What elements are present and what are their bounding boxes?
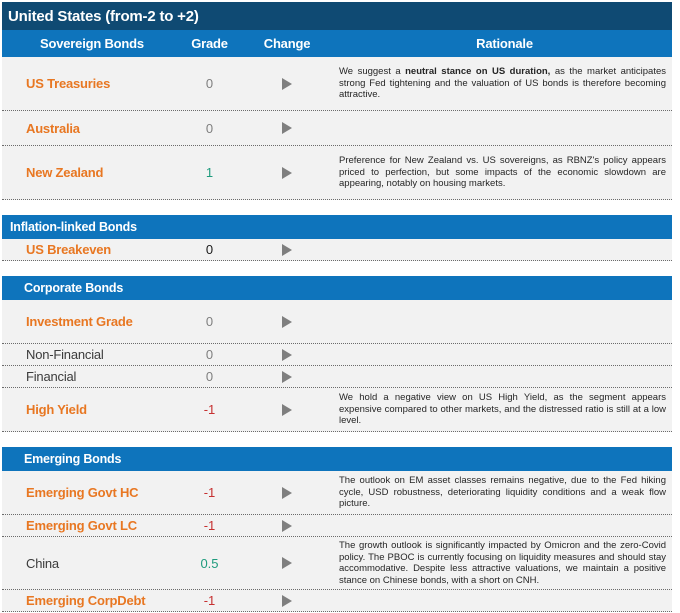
change-cell bbox=[237, 557, 337, 569]
change-cell bbox=[237, 371, 337, 383]
column-header-change: Change bbox=[263, 36, 311, 51]
change-right-triangle-icon bbox=[282, 167, 292, 179]
asset-label: Emerging Govt HC bbox=[26, 485, 139, 500]
grade-value: -1 bbox=[203, 593, 216, 608]
column-header-row bbox=[2, 30, 672, 57]
rationale-text bbox=[337, 63, 672, 104]
grade-value: -1 bbox=[203, 402, 216, 417]
section-header-label: Corporate Bonds bbox=[24, 281, 124, 295]
rationale-segment-bold: neutral stance on US duration, bbox=[405, 66, 551, 78]
rationale-segment: Preference for New Zealand vs. US sovereigns, as RBNZ's policy appears priced to perfection, but some impacts of the economic slowdown are appearing, notably on housing markets. bbox=[339, 155, 666, 190]
section-emerging-bonds bbox=[2, 447, 672, 612]
table-row-us-treasuries bbox=[2, 57, 672, 111]
change-right-triangle-icon bbox=[282, 520, 292, 532]
asset-label: Financial bbox=[26, 369, 77, 384]
table-title-bar bbox=[2, 2, 672, 30]
table-row-china bbox=[2, 537, 672, 590]
column-header-grade: Grade bbox=[191, 36, 228, 51]
table-row-investment-grade bbox=[2, 300, 672, 344]
fixed-income-allocation-table bbox=[2, 2, 672, 612]
change-cell bbox=[237, 122, 337, 134]
asset-label: New Zealand bbox=[26, 165, 104, 180]
rationale-text bbox=[337, 472, 672, 513]
change-cell bbox=[237, 487, 337, 499]
change-cell bbox=[237, 78, 337, 90]
rationale-text bbox=[337, 247, 672, 253]
grade-value: 0 bbox=[205, 369, 214, 384]
change-cell bbox=[237, 404, 337, 416]
change-right-triangle-icon bbox=[282, 316, 292, 328]
rationale-text bbox=[337, 152, 672, 193]
change-right-triangle-icon bbox=[282, 244, 292, 256]
grade-value: -1 bbox=[203, 485, 216, 500]
change-cell bbox=[237, 349, 337, 361]
rationale-text bbox=[337, 319, 672, 325]
grade-value: 0 bbox=[205, 76, 214, 91]
asset-label: China bbox=[26, 555, 59, 571]
grade-value: -1 bbox=[203, 518, 216, 533]
change-cell bbox=[237, 316, 337, 328]
asset-label: Australia bbox=[26, 120, 80, 136]
rationale-segment: as the market anticipates strong Fed tightening and the valuation of US bonds is therefore becoming attractive. bbox=[339, 66, 666, 101]
rationale-segment: We hold a negative view on US High Yield, as the segment appears expensive compared to other markets, and the distressed ratio is still at a low level. bbox=[339, 392, 666, 427]
section-header-inflation-linked-bonds bbox=[2, 215, 672, 239]
asset-label: Emerging Govt LC bbox=[26, 518, 137, 533]
grade-value: 0 bbox=[205, 120, 214, 136]
asset-label: US Breakeven bbox=[26, 242, 112, 257]
table-row-new-zealand bbox=[2, 146, 672, 200]
rationale-text bbox=[337, 352, 672, 358]
grade-value: 0 bbox=[205, 314, 214, 329]
rationale-text bbox=[337, 598, 672, 604]
table-row-non-financial bbox=[2, 344, 672, 366]
grade-value: 1 bbox=[205, 165, 214, 180]
section-inflation-linked-bonds bbox=[2, 215, 672, 261]
column-header-rationale: Rationale bbox=[476, 36, 533, 51]
table-row-emerging-corpdebt bbox=[2, 590, 672, 612]
rationale-text bbox=[337, 125, 672, 131]
rationale-text bbox=[337, 537, 672, 589]
table-row-australia bbox=[2, 111, 672, 146]
rationale-segment: We suggest a bbox=[339, 66, 406, 78]
grade-value: 0.5 bbox=[200, 555, 219, 571]
section-header-label: Inflation-linked Bonds bbox=[10, 220, 137, 234]
asset-label: High Yield bbox=[26, 402, 87, 417]
asset-label: Non-Financial bbox=[26, 347, 104, 362]
change-right-triangle-icon bbox=[282, 404, 292, 416]
change-right-triangle-icon bbox=[282, 78, 292, 90]
section-header-emerging-bonds bbox=[2, 447, 672, 471]
sections-container bbox=[2, 57, 672, 612]
change-cell bbox=[237, 244, 337, 256]
table-row-us-breakeven bbox=[2, 239, 672, 261]
table-row-emerging-govt-hc bbox=[2, 471, 672, 515]
asset-label: Investment Grade bbox=[26, 314, 133, 329]
asset-label: US Treasuries bbox=[26, 76, 111, 91]
column-header-asset: Sovereign Bonds bbox=[40, 36, 144, 51]
change-cell bbox=[237, 520, 337, 532]
asset-label: Emerging CorpDebt bbox=[26, 593, 146, 608]
change-cell bbox=[237, 167, 337, 179]
rationale-text bbox=[337, 523, 672, 529]
table-title: United States (from-2 to +2) bbox=[8, 7, 199, 25]
section-header-label: Emerging Bonds bbox=[24, 452, 122, 466]
change-right-triangle-icon bbox=[282, 349, 292, 361]
rationale-segment: The outlook on EM asset classes remains negative, due to the Fed hiking cycle, USD robustness, deteriorating liquidity conditions and a weak flow picture. bbox=[339, 475, 666, 510]
table-row-emerging-govt-lc bbox=[2, 515, 672, 537]
change-right-triangle-icon bbox=[282, 487, 292, 499]
table-row-high-yield bbox=[2, 388, 672, 432]
section-corporate-bonds bbox=[2, 276, 672, 432]
rationale-text bbox=[337, 374, 672, 380]
change-right-triangle-icon bbox=[282, 557, 292, 569]
section-header-corporate-bonds bbox=[2, 276, 672, 300]
rationale-segment: The growth outlook is significantly impacted by Omicron and the zero-Covid policy. The PBOC is currently focusing on liquidity measures and should stay accommodative. Despite less attractive valuations, we maintain a positive stance on Chinese bonds, with a short on CNH. bbox=[339, 540, 666, 586]
grade-value: 0 bbox=[205, 242, 214, 257]
change-right-triangle-icon bbox=[282, 122, 292, 134]
table-row-financial bbox=[2, 366, 672, 388]
grade-value: 0 bbox=[205, 347, 214, 362]
change-cell bbox=[237, 595, 337, 607]
rationale-text bbox=[337, 389, 672, 430]
change-right-triangle-icon bbox=[282, 595, 292, 607]
change-right-triangle-icon bbox=[282, 371, 292, 383]
